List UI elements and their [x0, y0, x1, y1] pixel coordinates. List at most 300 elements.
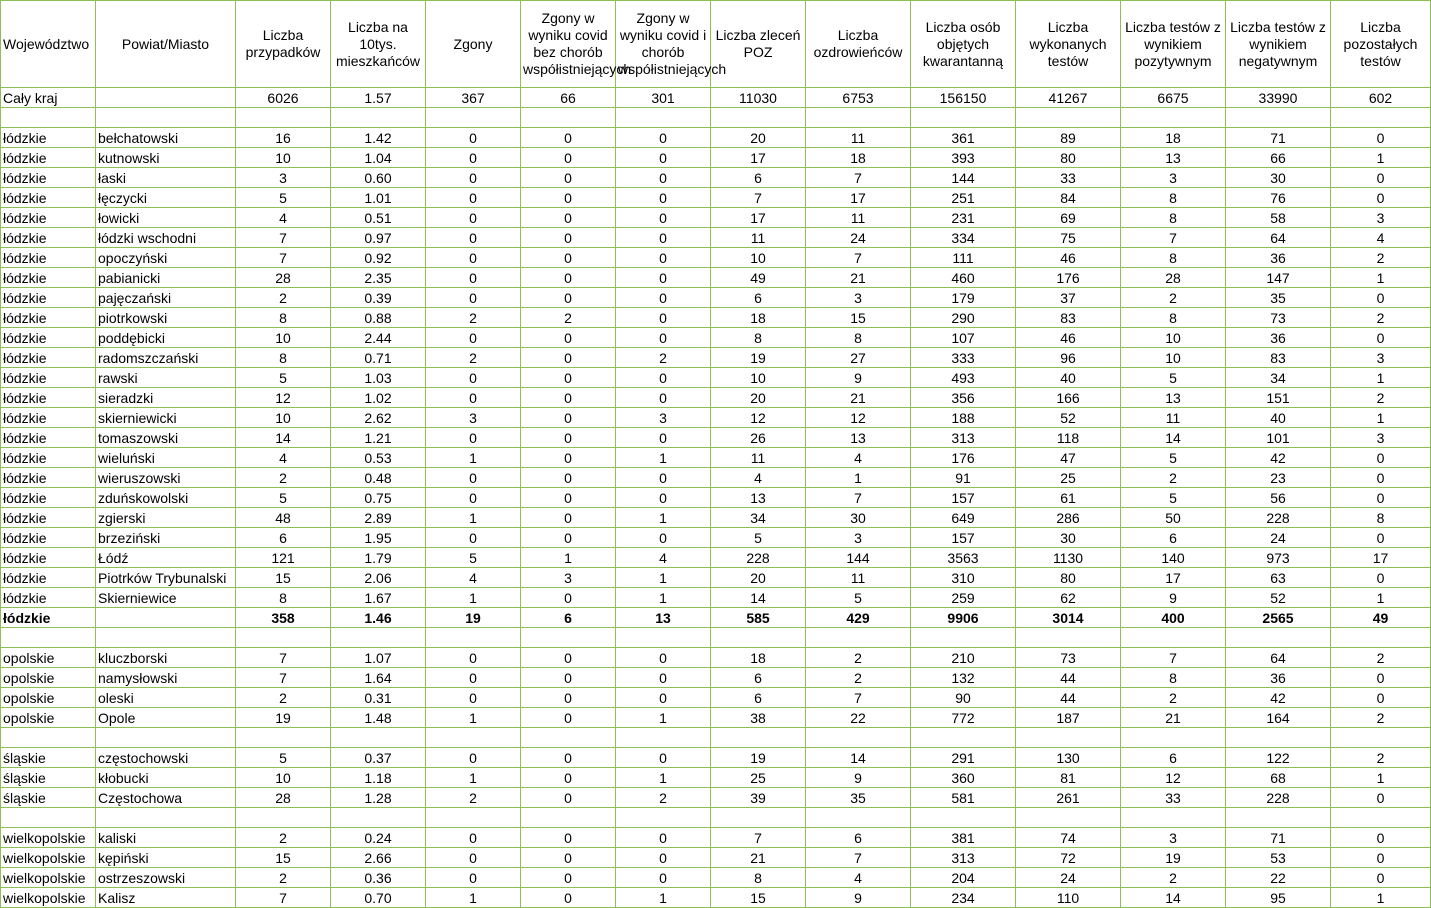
table-row	[1, 128, 1431, 148]
value-cell: 0	[1331, 448, 1431, 468]
value-cell: 3	[806, 288, 911, 308]
value-cell: 95	[1226, 888, 1331, 908]
county-cell: radomszczański	[96, 348, 236, 368]
value-cell: 3563	[911, 548, 1016, 568]
value-cell: 17	[806, 188, 911, 208]
value-cell: 0	[521, 668, 616, 688]
value-cell: 0	[426, 188, 521, 208]
value-cell: 20	[711, 128, 806, 148]
value-cell: 301	[616, 88, 711, 108]
value-cell: 5	[426, 548, 521, 568]
value-cell: 14	[236, 428, 331, 448]
value-cell: 0	[521, 288, 616, 308]
value-cell: 1	[1331, 148, 1431, 168]
value-cell: 1	[616, 588, 711, 608]
value-cell: 228	[1226, 508, 1331, 528]
value-cell: 34	[1226, 368, 1331, 388]
value-cell: 1	[616, 448, 711, 468]
value-cell: 14	[1121, 428, 1226, 448]
empty-cell	[426, 728, 521, 748]
empty-cell	[236, 808, 331, 828]
value-cell: 0	[521, 868, 616, 888]
value-cell: 310	[911, 568, 1016, 588]
value-cell: 0.60	[331, 168, 426, 188]
spacer-row	[1, 728, 1431, 748]
value-cell: 0	[616, 828, 711, 848]
value-cell: 24	[1016, 868, 1121, 888]
value-cell: 0	[521, 468, 616, 488]
empty-cell	[911, 728, 1016, 748]
value-cell: 4	[236, 448, 331, 468]
value-cell: 44	[1016, 688, 1121, 708]
table-row	[1, 828, 1431, 848]
value-cell: 40	[1226, 408, 1331, 428]
value-cell: 52	[1016, 408, 1121, 428]
value-cell: 0	[616, 748, 711, 768]
value-cell: 6	[521, 608, 616, 628]
table-row	[1, 468, 1431, 488]
value-cell: 0	[1331, 568, 1431, 588]
value-cell: 18	[1121, 128, 1226, 148]
county-cell: kutnowski	[96, 148, 236, 168]
value-cell: 3	[1331, 428, 1431, 448]
value-cell: 2	[1121, 688, 1226, 708]
value-cell: 2	[1331, 248, 1431, 268]
value-cell: 7	[236, 888, 331, 908]
county-cell: ostrzeszowski	[96, 868, 236, 888]
value-cell: 0	[1331, 528, 1431, 548]
value-cell: 0.70	[331, 888, 426, 908]
spacer-row	[1, 108, 1431, 128]
table-row	[1, 668, 1431, 688]
value-cell: 15	[236, 848, 331, 868]
value-cell: 18	[806, 148, 911, 168]
county-cell: Opole	[96, 708, 236, 728]
region-cell: śląskie	[1, 748, 96, 768]
county-cell: kluczborski	[96, 648, 236, 668]
value-cell: 166	[1016, 388, 1121, 408]
value-cell: 6	[711, 168, 806, 188]
table-row	[1, 888, 1431, 908]
value-cell: 1	[426, 708, 521, 728]
value-cell: 1	[521, 548, 616, 568]
empty-cell	[1121, 808, 1226, 828]
value-cell: 0	[616, 188, 711, 208]
value-cell: 291	[911, 748, 1016, 768]
value-cell: 1.79	[331, 548, 426, 568]
value-cell: 121	[236, 548, 331, 568]
county-cell: piotrkowski	[96, 308, 236, 328]
empty-cell	[806, 728, 911, 748]
value-cell: 313	[911, 428, 1016, 448]
value-cell: 156150	[911, 88, 1016, 108]
value-cell: 8	[711, 868, 806, 888]
value-cell: 22	[1226, 868, 1331, 888]
empty-cell	[1331, 108, 1431, 128]
value-cell: 0	[616, 168, 711, 188]
table-row	[1, 188, 1431, 208]
value-cell: 46	[1016, 248, 1121, 268]
empty-cell	[1331, 808, 1431, 828]
county-cell: wieruszowski	[96, 468, 236, 488]
region-cell: Cały kraj	[1, 88, 96, 108]
region-cell: łódzkie	[1, 528, 96, 548]
value-cell: 58	[1226, 208, 1331, 228]
region-cell: łódzkie	[1, 568, 96, 588]
value-cell: 47	[1016, 448, 1121, 468]
value-cell: 1.01	[331, 188, 426, 208]
value-cell: 0	[426, 468, 521, 488]
value-cell: 1.07	[331, 648, 426, 668]
value-cell: 10	[236, 768, 331, 788]
table-row	[1, 168, 1431, 188]
value-cell: 0	[1331, 188, 1431, 208]
empty-cell	[1226, 728, 1331, 748]
value-cell: 50	[1121, 508, 1226, 528]
value-cell: 164	[1226, 708, 1331, 728]
value-cell: 3	[616, 408, 711, 428]
value-cell: 2	[1331, 648, 1431, 668]
value-cell: 96	[1016, 348, 1121, 368]
value-cell: 80	[1016, 148, 1121, 168]
value-cell: 5	[1121, 368, 1226, 388]
county-cell: łódzki wschodni	[96, 228, 236, 248]
table-row	[1, 508, 1431, 528]
value-cell: 2	[521, 308, 616, 328]
value-cell: 107	[911, 328, 1016, 348]
value-cell: 14	[806, 748, 911, 768]
value-cell: 0	[521, 828, 616, 848]
table-row	[1, 228, 1431, 248]
value-cell: 19	[711, 348, 806, 368]
value-cell: 81	[1016, 768, 1121, 788]
value-cell: 2	[616, 348, 711, 368]
empty-cell	[1331, 728, 1431, 748]
value-cell: 4	[236, 208, 331, 228]
value-cell: 2.35	[331, 268, 426, 288]
value-cell: 0	[616, 468, 711, 488]
value-cell: 0	[521, 888, 616, 908]
value-cell: 0	[521, 208, 616, 228]
value-cell: 17	[1331, 548, 1431, 568]
region-cell: łódzkie	[1, 348, 96, 368]
value-cell: 20	[711, 568, 806, 588]
empty-cell	[331, 728, 426, 748]
value-cell: 28	[1121, 268, 1226, 288]
region-cell: opolskie	[1, 688, 96, 708]
county-cell: łęczycki	[96, 188, 236, 208]
empty-cell	[1226, 808, 1331, 828]
value-cell: 10	[1121, 348, 1226, 368]
value-cell: 0	[426, 288, 521, 308]
value-cell: 34	[711, 508, 806, 528]
value-cell: 0	[1331, 668, 1431, 688]
empty-cell	[1226, 108, 1331, 128]
value-cell: 1	[426, 768, 521, 788]
value-cell: 7	[1121, 228, 1226, 248]
region-cell: łódzkie	[1, 368, 96, 388]
value-cell: 0.75	[331, 488, 426, 508]
value-cell: 9	[806, 768, 911, 788]
region-cell: łódzkie	[1, 448, 96, 468]
value-cell: 1	[426, 588, 521, 608]
region-cell: łódzkie	[1, 308, 96, 328]
value-cell: 0	[616, 288, 711, 308]
county-cell: Łódź	[96, 548, 236, 568]
value-cell: 30	[1016, 528, 1121, 548]
value-cell: 73	[1016, 648, 1121, 668]
table-row	[1, 448, 1431, 468]
value-cell: 356	[911, 388, 1016, 408]
column-header: Województwo	[1, 1, 96, 88]
table-row	[1, 328, 1431, 348]
county-cell: kaliski	[96, 828, 236, 848]
value-cell: 2	[806, 648, 911, 668]
value-cell: 0	[616, 308, 711, 328]
value-cell: 204	[911, 868, 1016, 888]
value-cell: 0	[426, 868, 521, 888]
value-cell: 0	[1331, 468, 1431, 488]
value-cell: 23	[1226, 468, 1331, 488]
region-cell: łódzkie	[1, 608, 96, 628]
region-cell: opolskie	[1, 648, 96, 668]
value-cell: 0.88	[331, 308, 426, 328]
value-cell: 0	[426, 848, 521, 868]
table-row	[1, 568, 1431, 588]
value-cell: 493	[911, 368, 1016, 388]
value-cell: 1.28	[331, 788, 426, 808]
value-cell: 0	[616, 428, 711, 448]
value-cell: 76	[1226, 188, 1331, 208]
value-cell: 7	[236, 648, 331, 668]
value-cell: 179	[911, 288, 1016, 308]
empty-cell	[1016, 628, 1121, 648]
empty-cell	[96, 728, 236, 748]
value-cell: 19	[711, 748, 806, 768]
value-cell: 66	[521, 88, 616, 108]
value-cell: 333	[911, 348, 1016, 368]
value-cell: 5	[806, 588, 911, 608]
value-cell: 33	[1121, 788, 1226, 808]
empty-cell	[521, 808, 616, 828]
value-cell: 5	[1121, 488, 1226, 508]
value-cell: 8	[236, 348, 331, 368]
region-cell: łódzkie	[1, 588, 96, 608]
value-cell: 0	[521, 368, 616, 388]
value-cell: 63	[1226, 568, 1331, 588]
value-cell: 0	[426, 748, 521, 768]
county-cell: częstochowski	[96, 748, 236, 768]
value-cell: 231	[911, 208, 1016, 228]
region-cell: łódzkie	[1, 168, 96, 188]
value-cell: 15	[711, 888, 806, 908]
table-row	[1, 148, 1431, 168]
county-cell: opoczyński	[96, 248, 236, 268]
value-cell: 0	[1331, 288, 1431, 308]
value-cell: 41267	[1016, 88, 1121, 108]
value-cell: 5	[236, 488, 331, 508]
value-cell: 3	[1331, 348, 1431, 368]
value-cell: 187	[1016, 708, 1121, 728]
value-cell: 0	[616, 328, 711, 348]
table-body	[1, 88, 1431, 908]
value-cell: 0	[521, 768, 616, 788]
value-cell: 49	[1331, 608, 1431, 628]
empty-cell	[616, 808, 711, 828]
value-cell: 8	[806, 328, 911, 348]
value-cell: 0	[426, 168, 521, 188]
value-cell: 0.39	[331, 288, 426, 308]
column-header: Liczba na 10tys. mieszkańców	[331, 1, 426, 88]
value-cell: 6	[236, 528, 331, 548]
value-cell: 13	[1121, 148, 1226, 168]
region-cell: łódzkie	[1, 428, 96, 448]
value-cell: 361	[911, 128, 1016, 148]
value-cell: 2	[236, 868, 331, 888]
empty-cell	[1, 628, 96, 648]
value-cell: 2	[1121, 288, 1226, 308]
region-cell: łódzkie	[1, 328, 96, 348]
value-cell: 8	[1121, 308, 1226, 328]
value-cell: 0.92	[331, 248, 426, 268]
value-cell: 15	[236, 568, 331, 588]
county-cell: wieluński	[96, 448, 236, 468]
value-cell: 64	[1226, 228, 1331, 248]
empty-cell	[236, 108, 331, 128]
value-cell: 8	[1121, 248, 1226, 268]
value-cell: 7	[236, 228, 331, 248]
value-cell: 2	[1331, 748, 1431, 768]
value-cell: 0.48	[331, 468, 426, 488]
value-cell: 5	[236, 368, 331, 388]
value-cell: 36	[1226, 248, 1331, 268]
empty-cell	[331, 808, 426, 828]
value-cell: 36	[1226, 328, 1331, 348]
value-cell: 13	[616, 608, 711, 628]
county-cell: sieradzki	[96, 388, 236, 408]
table-row	[1, 868, 1431, 888]
value-cell: 28	[236, 268, 331, 288]
value-cell: 0	[1331, 788, 1431, 808]
value-cell: 367	[426, 88, 521, 108]
value-cell: 0	[521, 588, 616, 608]
county-cell	[96, 88, 236, 108]
value-cell: 64	[1226, 648, 1331, 668]
region-cell: śląskie	[1, 788, 96, 808]
value-cell: 1	[426, 888, 521, 908]
value-cell: 3	[1121, 168, 1226, 188]
value-cell: 261	[1016, 788, 1121, 808]
empty-cell	[236, 728, 331, 748]
empty-cell	[1, 108, 96, 128]
table-row	[1, 368, 1431, 388]
value-cell: 0	[616, 208, 711, 228]
value-cell: 1.18	[331, 768, 426, 788]
table-row	[1, 788, 1431, 808]
value-cell: 9	[806, 888, 911, 908]
value-cell: 0	[1331, 168, 1431, 188]
value-cell: 122	[1226, 748, 1331, 768]
county-cell: pabianicki	[96, 268, 236, 288]
value-cell: 49	[711, 268, 806, 288]
value-cell: 286	[1016, 508, 1121, 528]
value-cell: 1130	[1016, 548, 1121, 568]
county-cell: pajęczański	[96, 288, 236, 308]
region-cell: opolskie	[1, 668, 96, 688]
value-cell: 157	[911, 488, 1016, 508]
value-cell: 2565	[1226, 608, 1331, 628]
value-cell: 11	[806, 128, 911, 148]
value-cell: 3	[521, 568, 616, 588]
value-cell: 0	[1331, 868, 1431, 888]
value-cell: 381	[911, 828, 1016, 848]
table-row	[1, 548, 1431, 568]
table-row	[1, 768, 1431, 788]
table-row	[1, 488, 1431, 508]
value-cell: 259	[911, 588, 1016, 608]
value-cell: 4	[806, 448, 911, 468]
value-cell: 7	[711, 828, 806, 848]
value-cell: 0	[521, 708, 616, 728]
value-cell: 10	[711, 248, 806, 268]
empty-cell	[1331, 628, 1431, 648]
region-cell: wielkopolskie	[1, 868, 96, 888]
value-cell: 1	[1331, 408, 1431, 428]
value-cell: 3	[426, 408, 521, 428]
empty-cell	[711, 628, 806, 648]
region-cell: wielkopolskie	[1, 848, 96, 868]
value-cell: 1	[806, 468, 911, 488]
value-cell: 0	[426, 648, 521, 668]
value-cell: 0	[616, 228, 711, 248]
table-row	[1, 388, 1431, 408]
value-cell: 1.67	[331, 588, 426, 608]
value-cell: 0	[426, 668, 521, 688]
value-cell: 91	[911, 468, 1016, 488]
table-row	[1, 648, 1431, 668]
value-cell: 7	[806, 168, 911, 188]
value-cell: 8	[236, 588, 331, 608]
value-cell: 3	[1331, 208, 1431, 228]
value-cell: 83	[1226, 348, 1331, 368]
value-cell: 176	[911, 448, 1016, 468]
empty-cell	[806, 108, 911, 128]
column-header: Powiat/Miasto	[96, 1, 236, 88]
value-cell: 0	[1331, 128, 1431, 148]
value-cell: 400	[1121, 608, 1226, 628]
value-cell: 6	[1121, 748, 1226, 768]
value-cell: 11	[1121, 408, 1226, 428]
region-cell: łódzkie	[1, 408, 96, 428]
value-cell: 0	[426, 128, 521, 148]
value-cell: 0	[616, 668, 711, 688]
value-cell: 0.53	[331, 448, 426, 468]
value-cell: 6	[711, 688, 806, 708]
empty-cell	[1121, 728, 1226, 748]
empty-cell	[236, 628, 331, 648]
value-cell: 14	[711, 588, 806, 608]
value-cell: 0	[616, 388, 711, 408]
value-cell: 5	[236, 748, 331, 768]
value-cell: 0	[426, 428, 521, 448]
value-cell: 2.06	[331, 568, 426, 588]
value-cell: 0	[426, 528, 521, 548]
value-cell: 38	[711, 708, 806, 728]
column-header: Liczba wykonanych testów	[1016, 1, 1121, 88]
value-cell: 2	[1331, 308, 1431, 328]
value-cell: 1.57	[331, 88, 426, 108]
value-cell: 6	[711, 668, 806, 688]
